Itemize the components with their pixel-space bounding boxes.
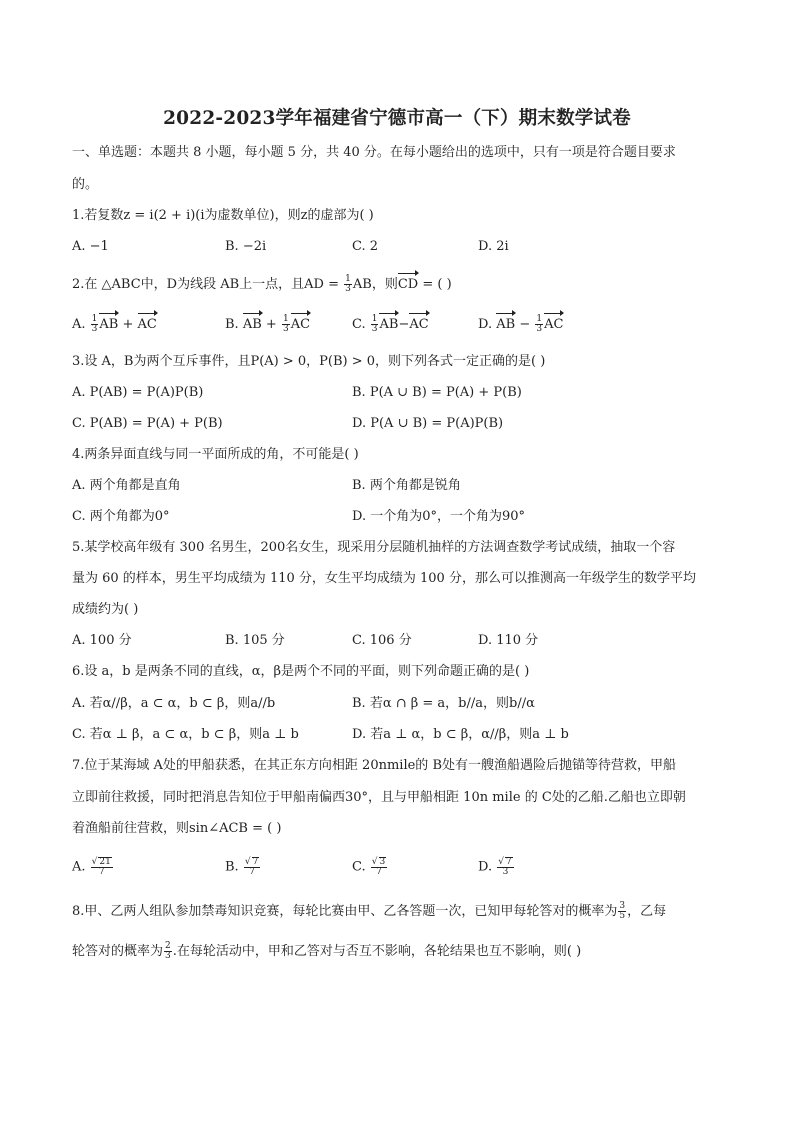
question-4-option-c: C. 两个角都为0° — [72, 509, 170, 524]
q8-text-a: 8.甲、乙两人组队参加禁毒知识竞赛，每轮比赛由甲、乙各答题一次，已知甲每轮答对的概率为 — [72, 904, 618, 919]
operator: + — [261, 317, 281, 332]
option-letter: C. — [352, 317, 370, 332]
question-8-line-1 — [72, 902, 666, 921]
fraction-denominator: 7 — [376, 867, 382, 877]
question-3-option-c: C. P(AB) = P(A) + P(B) — [72, 416, 223, 431]
question-4-stem: 4.两条异面直线与同一平面所成的角，不可能是( ) — [72, 447, 359, 462]
option-letter: D. — [478, 317, 497, 332]
fraction-numerator: 1 — [371, 314, 378, 324]
question-7-line-3: 着渔船前往营救，则sin∠ACB = ( ) — [72, 821, 282, 836]
radicand: 7 — [252, 857, 259, 867]
fraction-numerator: 1 — [91, 314, 98, 324]
question-7-option-a — [72, 857, 114, 877]
question-5-line-3: 成绩约为( ) — [72, 602, 139, 617]
q2-stem-text-a: 2.在 △ABC中，D为线段 AB上一点，且AD = — [72, 277, 344, 292]
vector-ab: AB — [496, 317, 516, 332]
q2-stem-text-c: = ( ) — [418, 277, 452, 292]
question-4-option-d: D. 一个角为0°，一个角为90° — [352, 509, 526, 524]
vector-ab: AB — [99, 317, 119, 332]
question-2-stem — [72, 275, 452, 294]
fraction-numerator: 1 — [536, 314, 543, 324]
question-7-option-b — [225, 857, 261, 877]
fraction-numerator: √ 7 — [498, 857, 512, 867]
option-letter: C. — [352, 859, 370, 875]
question-5-option-a: A. 100 分 — [72, 633, 132, 648]
question-1-option-b: B. −2i — [225, 239, 267, 254]
question-2-option-d — [478, 315, 563, 334]
option-letter: A. — [72, 317, 90, 332]
question-4-option-b: B. 两个角都是锐角 — [352, 478, 461, 493]
question-1-stem: 1.若复数z = i(2 + i)(i为虚数单位)，则z的虚部为( ) — [72, 208, 374, 223]
question-3-option-a: A. P(AB) = P(A)P(B) — [72, 385, 204, 400]
fraction — [371, 857, 387, 877]
fraction — [282, 315, 290, 334]
question-5-option-d: D. 110 分 — [478, 633, 539, 648]
question-8-line-2 — [72, 942, 581, 961]
question-2-option-c — [352, 315, 429, 334]
fraction-denominator: 3 — [282, 324, 289, 334]
operator: − — [398, 317, 410, 332]
option-letter: D. — [478, 859, 497, 875]
vector-ac: AC — [137, 317, 157, 332]
q8-text-b: ，乙每 — [627, 904, 667, 919]
question-3-stem: 3.设 A，B为两个互斥事件，且P(A) > 0，P(B) > 0，则下列各式一定正确的是( ) — [72, 354, 546, 369]
question-5-option-c: C. 106 分 — [352, 633, 412, 648]
fraction-denominator: 7 — [249, 867, 255, 877]
fraction-denominator: 3 — [345, 284, 351, 294]
question-5-option-b: B. 105 分 — [225, 633, 285, 648]
option-letter: B. — [225, 317, 243, 332]
fraction-denominator: 3 — [502, 867, 509, 877]
question-7-line-2: 立即前往救援，同时把消息告知位于甲船南偏西30°，且与甲船相距 10n mile 的 C处的乙船.乙船也立即朝 — [72, 790, 686, 805]
question-3-option-d: D. P(A ∪ B) = P(A)P(B) — [352, 416, 504, 431]
question-6-stem: 6.设 a，b 是两条不同的直线，α，β是两个不同的平面，则下列命题正确的是( ) — [72, 664, 530, 679]
q8-text-c: 轮答对的概率为 — [72, 944, 164, 959]
fraction — [91, 315, 99, 334]
fraction-numerator: 1 — [282, 314, 289, 324]
vector-ac: AC — [544, 317, 564, 332]
question-6-option-a: A. 若α//β，a ⊂ α，b ⊂ β，则a//b — [72, 696, 276, 711]
question-7-line-1: 7.位于某海域 A处的甲船获悉，在其正东方向相距 20nmile的 B处有一艘渔船遇险后抛锚等待营救，甲船 — [72, 758, 676, 773]
fraction-denominator: 3 — [165, 951, 171, 961]
question-7-option-d — [478, 857, 515, 877]
q8-text-d: .在每轮活动中，甲和乙答对与否互不影响，各轮结果也互不影响，则( ) — [172, 944, 582, 959]
operator: + — [118, 317, 138, 332]
vector-ab: AB — [242, 317, 262, 332]
fraction-numerator: √ 3 — [371, 857, 386, 867]
fraction-denominator: 3 — [536, 324, 543, 334]
fraction-numerator: √ 7 — [244, 857, 259, 867]
page-title: 2022-2023学年福建省宁德市高一（下）期末数学试卷 — [163, 108, 631, 129]
fraction-numerator: 3 — [619, 901, 626, 911]
fraction — [91, 857, 113, 877]
fraction — [618, 902, 626, 921]
question-7-option-c — [352, 857, 388, 877]
section-heading-line-2: 的。 — [72, 177, 99, 192]
fraction — [164, 942, 172, 961]
vector-ab: AB — [379, 317, 399, 332]
question-5-line-1: 5.某学校高年级有 300 名男生，200名女生，现采用分层随机抽样的方法调查数学考试成绩，抽取一个容 — [72, 540, 676, 555]
fraction — [535, 315, 543, 334]
fraction-numerator: √ 21 — [91, 857, 111, 867]
q2-stem-text-b: AB，则 — [352, 277, 398, 292]
question-5-line-2: 量为 60 的样本，男生平均成绩为 110 分，女生平均成绩为 100 分，那么可以推测高一年级学生的数学平均 — [72, 571, 696, 586]
radicand: 21 — [99, 857, 111, 867]
fraction — [371, 315, 379, 334]
fraction-numerator: 1 — [345, 274, 351, 284]
question-3-option-b: B. P(A ∪ B) = P(A) + P(B) — [352, 385, 522, 400]
question-6-option-d: D. 若a ⊥ α，b ⊂ β，α//β，则a ⊥ b — [352, 727, 569, 742]
section-heading-line-1: 一、单选题：本题共 8 小题，每小题 5 分，共 40 分。在每小题给出的选项中，只有一项是符合题目要求 — [72, 145, 676, 160]
fraction — [244, 857, 260, 877]
question-6-option-b: B. 若α ∩ β = a，b//a，则b//α — [352, 696, 535, 711]
vector-ac: AC — [290, 317, 311, 332]
vector-ac: AC — [409, 317, 429, 332]
q2-stem-fraction — [344, 275, 352, 294]
operator: − — [515, 317, 535, 332]
option-letter: B. — [225, 859, 243, 875]
radicand: 7 — [505, 857, 512, 867]
question-1-option-c: C. 2 — [352, 239, 379, 254]
fraction-denominator: 3 — [91, 324, 98, 334]
fraction-numerator: 2 — [165, 941, 171, 951]
question-1-option-a: A. −1 — [72, 239, 109, 254]
fraction-denominator: 7 — [98, 867, 105, 877]
question-1-option-d: D. 2i — [478, 239, 509, 254]
question-2-option-a — [72, 315, 157, 334]
option-letter: A. — [72, 859, 90, 875]
question-4-option-a: A. 两个角都是直角 — [72, 478, 181, 493]
question-6-option-c: C. 若α ⊥ β，a ⊂ α，b ⊂ β，则a ⊥ b — [72, 727, 299, 742]
fraction — [497, 857, 513, 877]
radicand: 3 — [379, 857, 386, 867]
question-2-option-b — [225, 315, 310, 334]
fraction-denominator: 5 — [619, 911, 626, 921]
fraction-denominator: 3 — [371, 324, 378, 334]
vector-cd: CD — [397, 277, 419, 292]
